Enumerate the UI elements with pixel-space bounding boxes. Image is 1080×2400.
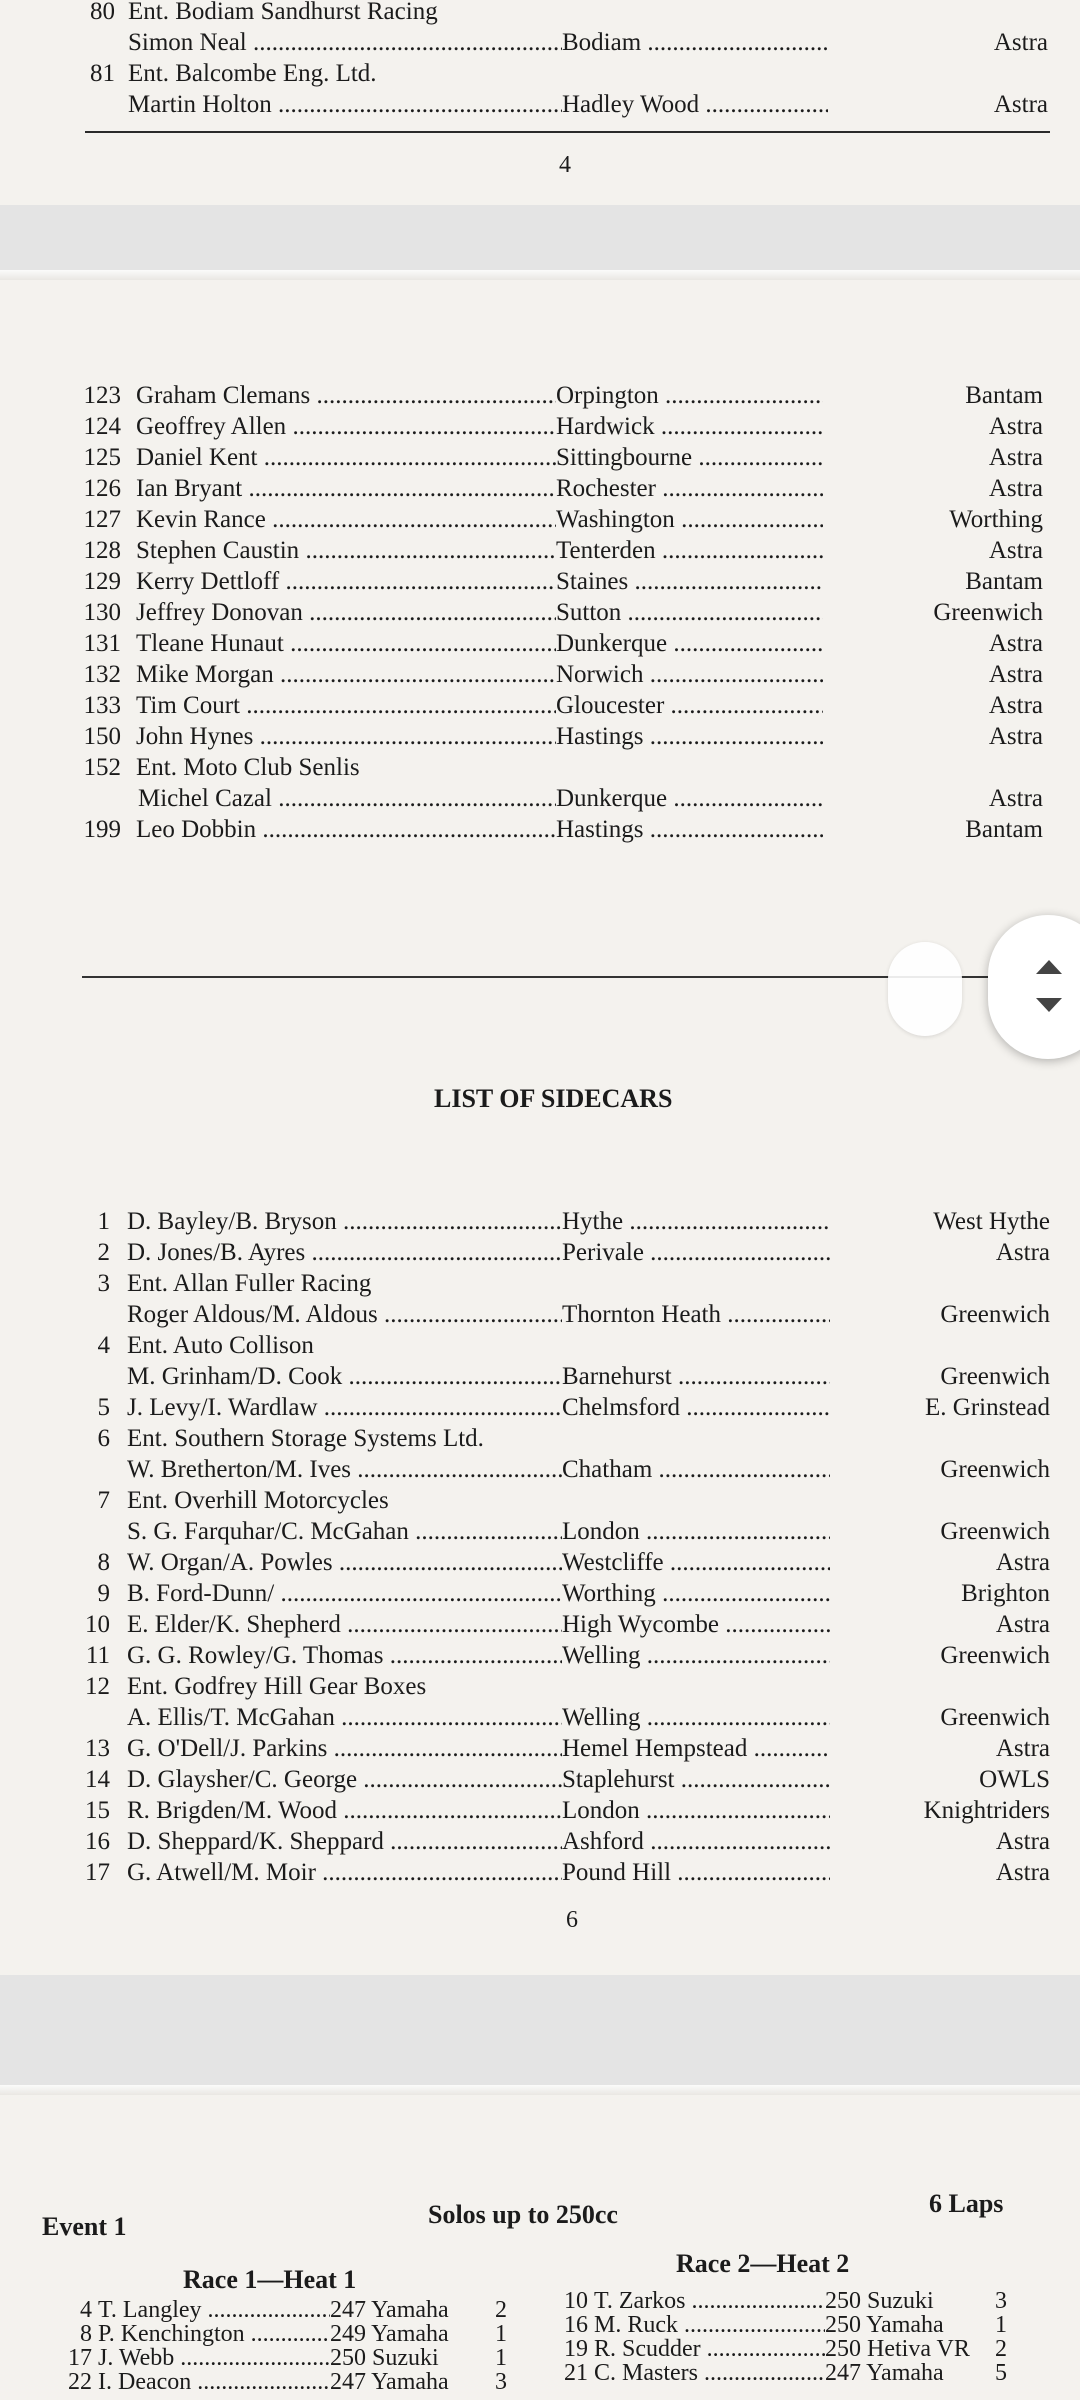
entry-row <box>0 690 1080 721</box>
entry-row <box>0 814 1080 845</box>
entry-club: Bantam <box>823 380 1043 411</box>
entry-club: Greenwich <box>830 1702 1050 1733</box>
entry-number: 1 <box>97 1208 110 1235</box>
entry-row <box>0 380 1080 411</box>
entry-club: Astra <box>830 1857 1050 1888</box>
race-entry-name: R. Scudder ..... <box>594 2336 825 2363</box>
entry-name: Martin Holton ..... <box>128 89 562 120</box>
entry-location: London ..... <box>562 1516 1040 1547</box>
entry-name: Ent. Overhill Motorcycles <box>127 1487 389 1514</box>
entry-row <box>0 1671 1080 1702</box>
program-page-6 <box>0 270 1080 1975</box>
entry-club: Astra <box>823 535 1043 566</box>
race1-heading: Race 1—Heat 1 <box>183 2265 357 2294</box>
race-entry-number: 19 <box>564 2336 588 2362</box>
entry-club: West Hythe <box>830 1206 1050 1237</box>
race-entry-name: J. Webb ..... <box>98 2345 330 2372</box>
race-entry-bike: 249 Yamaha <box>330 2321 449 2347</box>
entry-name: Ent. Balcombe Eng. Ltd. <box>128 60 377 87</box>
entry-location: Barnehurst ..... <box>562 1361 1040 1392</box>
entry-name: Ent. Southern Storage Systems Ltd. <box>127 1425 484 1452</box>
entry-number: 132 <box>83 661 121 688</box>
entry-row <box>0 1578 1080 1609</box>
entry-number: 12 <box>85 1673 110 1700</box>
entry-club: Astra <box>830 1237 1050 1268</box>
entry-name: Roger Aldous/M. Aldous ..... <box>127 1299 562 1330</box>
entry-name: Simon Neal ..... <box>128 27 562 58</box>
entry-location: Chelmsford ..... <box>562 1392 1040 1423</box>
entry-row <box>0 504 1080 535</box>
entry-name: D. Glaysher/C. George ..... <box>127 1764 562 1795</box>
race-entry-position: 1 <box>495 2321 507 2347</box>
entry-number: 8 <box>97 1549 110 1576</box>
race-entry-row <box>0 2288 1080 2315</box>
entry-name: E. Elder/K. Shepherd ..... <box>127 1609 562 1640</box>
entry-name: D. Jones/B. Ayres ..... <box>127 1237 562 1268</box>
entry-location: Hadley Wood ..... <box>562 89 1038 120</box>
entry-row <box>0 1454 1080 1485</box>
race-entry-position: 1 <box>995 2312 1007 2338</box>
entry-row <box>0 411 1080 442</box>
entry-number: 11 <box>85 1642 110 1669</box>
scroll-control[interactable] <box>988 915 1080 1059</box>
entry-location: Perivale ..... <box>562 1237 1040 1268</box>
entry-name: Jeffrey Donovan ..... <box>136 597 556 628</box>
entry-location: Dunkerque ..... <box>556 783 1033 814</box>
entry-location: Chatham ..... <box>562 1454 1040 1485</box>
entry-location: Tenterden ..... <box>556 535 1033 566</box>
page-number: 4 <box>559 152 571 178</box>
entry-name: Ent. Moto Club Senlis <box>136 754 360 781</box>
entry-club: Astra <box>830 1826 1050 1857</box>
entry-number: 152 <box>83 754 121 781</box>
entry-row <box>0 0 1080 27</box>
entry-row <box>0 1609 1080 1640</box>
entry-name: Mike Morgan ..... <box>136 659 556 690</box>
entry-location: Hythe ..... <box>562 1206 1040 1237</box>
entry-club: Astra <box>823 690 1043 721</box>
entry-club: Astra <box>828 27 1048 58</box>
entry-row <box>0 1826 1080 1857</box>
entry-row <box>0 1795 1080 1826</box>
entry-name: John Hynes ..... <box>136 721 556 752</box>
entry-name: S. G. Farquhar/C. McGahan ..... <box>127 1516 562 1547</box>
entry-row <box>0 752 1080 783</box>
entry-club: Greenwich <box>830 1361 1050 1392</box>
entry-club: Astra <box>823 659 1043 690</box>
entry-location: Pound Hill ..... <box>562 1857 1040 1888</box>
entry-row <box>0 1702 1080 1733</box>
race-entry-bike: 250 Yamaha <box>825 2312 944 2338</box>
entry-name: B. Ford-Dunn/ ..... <box>127 1578 562 1609</box>
entry-row <box>0 1547 1080 1578</box>
entry-row <box>0 1361 1080 1392</box>
entry-number: 3 <box>97 1270 110 1297</box>
arrow-down-icon[interactable] <box>1036 998 1062 1012</box>
entry-name: Ent. Allan Fuller Racing <box>127 1270 372 1297</box>
entry-club: Worthing <box>823 504 1043 535</box>
entry-row <box>0 783 1080 814</box>
race-entry-row <box>0 2312 1080 2339</box>
entry-number: 123 <box>83 382 121 409</box>
entry-location: High Wycombe ..... <box>562 1609 1040 1640</box>
entry-number: 13 <box>85 1735 110 1762</box>
entry-row <box>0 473 1080 504</box>
entry-number: 80 <box>90 0 115 25</box>
entry-name: J. Levy/I. Wardlaw ..... <box>127 1392 562 1423</box>
entry-number: 14 <box>85 1766 110 1793</box>
entry-name: Tleane Hunaut ..... <box>136 628 556 659</box>
entry-name: A. Ellis/T. McGahan ..... <box>127 1702 562 1733</box>
entry-number: 124 <box>83 413 121 440</box>
entry-club: Astra <box>823 783 1043 814</box>
entry-club: Astra <box>830 1609 1050 1640</box>
entry-row <box>0 1299 1080 1330</box>
entry-club: Astra <box>830 1547 1050 1578</box>
entry-number: 9 <box>97 1580 110 1607</box>
entry-location: Sutton ..... <box>556 597 1033 628</box>
entry-location: Hastings ..... <box>556 814 1033 845</box>
entry-name: Ian Bryant ..... <box>136 473 556 504</box>
entry-row <box>0 535 1080 566</box>
entry-number: 131 <box>83 630 121 657</box>
entry-club: Bantam <box>823 814 1043 845</box>
entry-location: Worthing ..... <box>562 1578 1040 1609</box>
entry-location: Bodiam ..... <box>562 27 1038 58</box>
entry-row <box>0 89 1080 120</box>
entry-row <box>0 58 1080 89</box>
page-rule <box>85 131 1050 133</box>
race-entry-bike: 247 Yamaha <box>330 2297 449 2323</box>
entry-number: 15 <box>85 1797 110 1824</box>
entry-row <box>0 1640 1080 1671</box>
race-entry-bike: 250 Suzuki <box>330 2345 439 2371</box>
entry-club: Astra <box>823 473 1043 504</box>
entry-number: 17 <box>85 1859 110 1886</box>
entry-location: London ..... <box>562 1795 1040 1826</box>
entry-number: 199 <box>83 816 121 843</box>
program-page-event-1 <box>0 2085 1080 2400</box>
race2-heading: Race 2—Heat 2 <box>676 2249 850 2278</box>
entry-club: Astra <box>828 89 1048 120</box>
race-entry-number: 16 <box>564 2312 588 2338</box>
page-number: 6 <box>566 1907 578 1933</box>
race-entry-number: 17 <box>68 2345 92 2371</box>
entry-name: Leo Dobbin ..... <box>136 814 556 845</box>
entry-name: Kerry Dettloff ..... <box>136 566 556 597</box>
entry-number: 126 <box>83 475 121 502</box>
entry-name: W. Organ/A. Powles ..... <box>127 1547 562 1578</box>
entry-number: 7 <box>97 1487 110 1514</box>
entry-location: Staines ..... <box>556 566 1033 597</box>
entry-location: Gloucester ..... <box>556 690 1033 721</box>
entry-club: Astra <box>823 442 1043 473</box>
entry-row <box>0 721 1080 752</box>
race-entry-name: M. Ruck ..... <box>594 2312 825 2339</box>
race-entry-bike: 250 Hetiva VR <box>825 2336 970 2362</box>
entry-row <box>0 27 1080 58</box>
race-entry-position: 3 <box>495 2369 507 2395</box>
entry-location: Staplehurst ..... <box>562 1764 1040 1795</box>
entry-club: Greenwich <box>830 1516 1050 1547</box>
entry-name: G. O'Dell/J. Parkins ..... <box>127 1733 562 1764</box>
entry-row <box>0 1206 1080 1237</box>
entry-location: Welling ..... <box>562 1702 1040 1733</box>
entry-row <box>0 1764 1080 1795</box>
entry-club: Astra <box>830 1733 1050 1764</box>
entry-row <box>0 1423 1080 1454</box>
race-entry-position: 2 <box>995 2336 1007 2362</box>
entry-location: Sittingbourne ..... <box>556 442 1033 473</box>
entry-name: D. Sheppard/K. Sheppard ..... <box>127 1826 562 1857</box>
entry-number: 150 <box>83 723 121 750</box>
entry-club: Greenwich <box>830 1299 1050 1330</box>
entry-number: 2 <box>97 1239 110 1266</box>
race-entry-number: 8 <box>80 2321 92 2347</box>
race-entry-position: 3 <box>995 2288 1007 2314</box>
entry-row <box>0 566 1080 597</box>
entry-location: Hastings ..... <box>556 721 1033 752</box>
race-entry-name: P. Kenchington ..... <box>98 2321 330 2348</box>
entry-row <box>0 1268 1080 1299</box>
entry-club: Bantam <box>823 566 1043 597</box>
entry-name: Michel Cazal ..... <box>138 783 556 814</box>
race-entry-bike: 250 Suzuki <box>825 2288 934 2314</box>
entry-location: Thornton Heath ..... <box>562 1299 1040 1330</box>
entry-club: OWLS <box>830 1764 1050 1795</box>
entry-number: 125 <box>83 444 121 471</box>
arrow-up-icon[interactable] <box>1036 960 1062 974</box>
laps-label: 6 Laps <box>929 2189 1004 2218</box>
entry-row <box>0 1516 1080 1547</box>
entry-club: Greenwich <box>830 1640 1050 1671</box>
entry-location: Hemel Hempstead ..... <box>562 1733 1040 1764</box>
entry-club: Knightriders <box>830 1795 1050 1826</box>
entry-number: 129 <box>83 568 121 595</box>
race-entry-number: 10 <box>564 2288 588 2314</box>
race-entry-name: C. Masters ..... <box>594 2360 825 2387</box>
entry-row <box>0 442 1080 473</box>
entry-name: Ent. Auto Collison <box>127 1332 314 1359</box>
entry-number: 16 <box>85 1828 110 1855</box>
entry-number: 10 <box>85 1611 110 1638</box>
entry-location: Orpington ..... <box>556 380 1033 411</box>
entry-club: Greenwich <box>830 1454 1050 1485</box>
entry-name: Graham Clemans ..... <box>136 380 556 411</box>
race-entry-number: 4 <box>80 2297 92 2323</box>
entry-name: Ent. Bodiam Sandhurst Racing <box>128 0 438 25</box>
entry-location: Westcliffe ..... <box>562 1547 1040 1578</box>
entry-location: Washington ..... <box>556 504 1033 535</box>
entry-row <box>0 659 1080 690</box>
program-page-4 <box>0 0 1080 205</box>
entry-name: Kevin Rance ..... <box>136 504 556 535</box>
entry-row <box>0 1392 1080 1423</box>
entry-club: Brighton <box>830 1578 1050 1609</box>
entry-name: R. Brigden/M. Wood ..... <box>127 1795 562 1826</box>
race-entry-bike: 247 Yamaha <box>825 2360 944 2386</box>
race-entry-row <box>0 2360 1080 2387</box>
entry-row <box>0 1330 1080 1361</box>
entry-number: 128 <box>83 537 121 564</box>
entry-club: Greenwich <box>823 597 1043 628</box>
entry-row <box>0 1485 1080 1516</box>
entry-name: G. Atwell/M. Moir ..... <box>127 1857 562 1888</box>
sidecars-heading: LIST OF SIDECARS <box>434 1084 673 1113</box>
entry-club: Astra <box>823 628 1043 659</box>
entry-number: 4 <box>97 1332 110 1359</box>
entry-location: Ashford ..... <box>562 1826 1040 1857</box>
entry-location: Welling ..... <box>562 1640 1040 1671</box>
event-title: Solos up to 250cc <box>428 2200 618 2229</box>
entry-location: Rochester ..... <box>556 473 1033 504</box>
entry-name: W. Bretherton/M. Ives ..... <box>127 1454 562 1485</box>
race-entry-number: 22 <box>68 2369 92 2395</box>
entry-location: Norwich ..... <box>556 659 1033 690</box>
entry-name: Stephen Caustin ..... <box>136 535 556 566</box>
race-entry-bike: 247 Yamaha <box>330 2369 449 2395</box>
entry-row <box>0 628 1080 659</box>
floating-button[interactable] <box>888 942 962 1036</box>
entry-number: 133 <box>83 692 121 719</box>
entry-club: Astra <box>823 411 1043 442</box>
entry-row <box>0 597 1080 628</box>
entry-club: E. Grinstead <box>830 1392 1050 1423</box>
race-entry-position: 5 <box>995 2360 1007 2386</box>
race-entry-position: 1 <box>495 2345 507 2371</box>
entry-number: 81 <box>90 60 115 87</box>
race-entry-number: 21 <box>564 2360 588 2386</box>
entry-number: 127 <box>83 506 121 533</box>
entry-number: 130 <box>83 599 121 626</box>
entry-name: D. Bayley/B. Bryson ..... <box>127 1206 562 1237</box>
entry-row <box>0 1857 1080 1888</box>
entry-name: M. Grinham/D. Cook ..... <box>127 1361 562 1392</box>
entry-row <box>0 1237 1080 1268</box>
entry-name: Daniel Kent ..... <box>136 442 556 473</box>
race-entry-position: 2 <box>495 2297 507 2323</box>
entry-number: 5 <box>97 1394 110 1421</box>
event-label: Event 1 <box>42 2212 127 2241</box>
race-entry-name: I. Deacon ..... <box>98 2369 330 2396</box>
race-entry-name: T. Langley ..... <box>98 2297 330 2324</box>
entry-location: Dunkerque ..... <box>556 628 1033 659</box>
entry-row <box>0 1733 1080 1764</box>
race-entry-row <box>0 2336 1080 2363</box>
entry-location: Hardwick ..... <box>556 411 1033 442</box>
entry-club: Astra <box>823 721 1043 752</box>
entry-name: G. G. Rowley/G. Thomas ..... <box>127 1640 562 1671</box>
entry-name: Geoffrey Allen ..... <box>136 411 556 442</box>
entry-name: Tim Court ..... <box>136 690 556 721</box>
race-entry-name: T. Zarkos ..... <box>594 2288 825 2315</box>
entry-number: 6 <box>97 1425 110 1452</box>
entry-name: Ent. Godfrey Hill Gear Boxes <box>127 1673 427 1700</box>
